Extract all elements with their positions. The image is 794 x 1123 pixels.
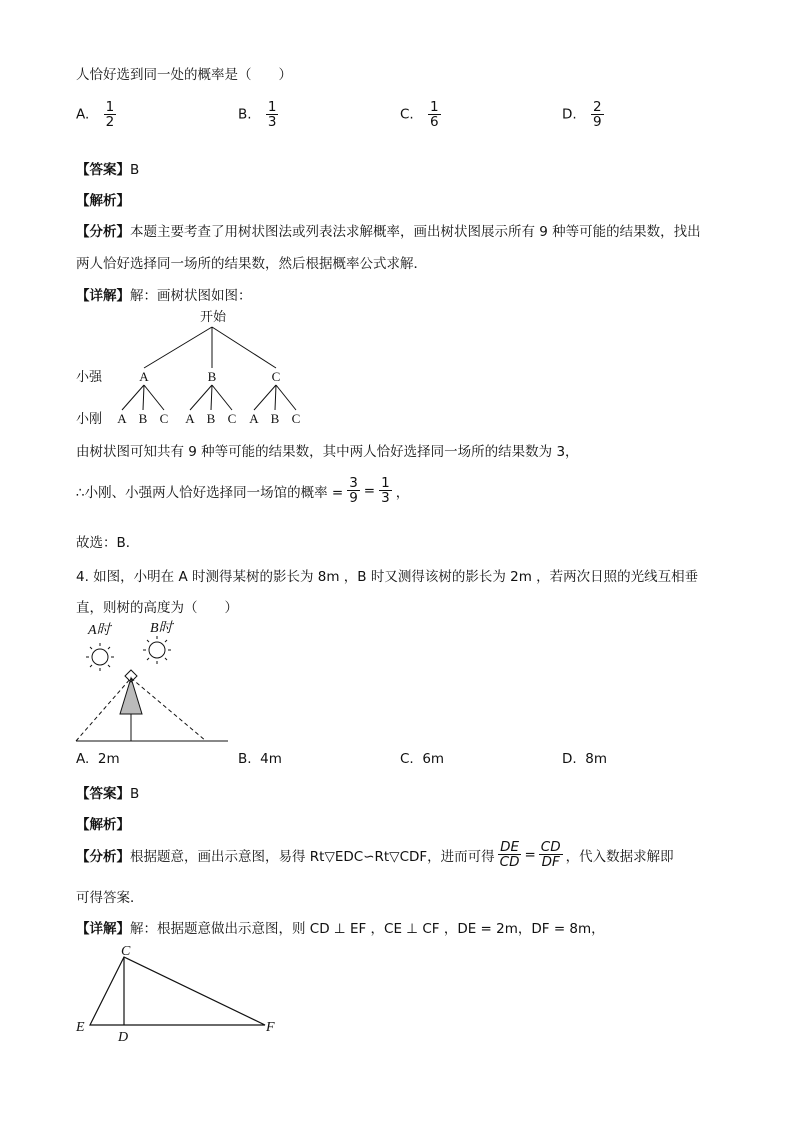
tree-row-label-xiaogang: 小刚 <box>76 411 103 426</box>
tree-node-l2: C <box>291 411 301 426</box>
tree-node-l2: B <box>270 411 280 426</box>
answer-value: B <box>130 162 140 178</box>
option-numerator: 1 <box>105 99 115 115</box>
prob-prefix: ∴小刚、小强两人恰好选择同一场馆的概率 = <box>76 484 344 501</box>
tree-node-l2: A <box>117 411 127 426</box>
q3-analysis-label: 【解析】 <box>76 193 130 209</box>
label-b-time: B时 <box>150 621 173 636</box>
vertex-e: E <box>76 1020 85 1035</box>
prob-frac2-den: 3 <box>381 490 390 507</box>
tree-root: 开始 <box>199 309 227 324</box>
tree-node-l1-c: C <box>271 369 281 384</box>
option-denominator: 6 <box>430 114 439 131</box>
fenxi-frac2-den: DF <box>541 854 560 871</box>
option-numerator: 2 <box>592 99 602 115</box>
q4-analysis-label: 【解析】 <box>76 817 130 833</box>
answer-label: 【答案】 <box>76 786 130 802</box>
fenxi-label: 【分析】 <box>76 848 130 865</box>
option-value: 4m <box>260 751 282 767</box>
fenxi-frac1-den: CD <box>499 854 520 871</box>
xiangjie-text: 解：画树状图如图： <box>130 288 252 304</box>
answer-label: 【答案】 <box>76 162 130 178</box>
option-letter: B. <box>238 751 252 767</box>
q4-fenxi-line2: 可得答案． <box>76 890 144 906</box>
option-letter: D. <box>562 106 577 123</box>
option-value: 2m <box>97 751 120 767</box>
fenxi-frac2-num: CD <box>540 839 561 855</box>
fenxi-text2: ，代入数据求解即 <box>565 848 674 865</box>
q4-stem-line1: 4. 如图，小明在 A 时测得某树的影长为 8m ，B 时又测得该树的影长为 2m ，若两次日照的光线互相垂 <box>76 569 699 585</box>
prob-frac2-num: 1 <box>381 475 390 491</box>
option-numerator: 1 <box>430 99 439 115</box>
option-value: 8m <box>585 751 608 767</box>
prob-eq: = <box>363 482 376 499</box>
label-a-time: A时 <box>88 623 111 638</box>
tree-node-l1-b: B <box>207 369 217 384</box>
vertex-d: D <box>118 1030 129 1045</box>
option-letter: A. <box>76 106 90 123</box>
tree-node-l2: A <box>249 411 259 426</box>
option-letter: C. <box>400 751 414 767</box>
q4-stem-line2: 直，则树的高度为（ ） <box>76 600 238 616</box>
prob-frac1-num: 3 <box>349 475 358 491</box>
triangle-cef <box>90 957 265 1025</box>
vertex-f: F <box>266 1020 275 1035</box>
tree-node-l2: B <box>206 411 216 426</box>
option-letter: D. <box>562 751 577 767</box>
tree-node-l2: C <box>227 411 237 426</box>
option-letter: B. <box>238 106 252 123</box>
xiangjie-label: 【详解】 <box>76 288 130 304</box>
vertex-c: C <box>121 944 131 959</box>
xiangjie-text: 解：根据题意做出示意图，则 CD ⊥ EF ，CE ⊥ CF ，DE = 2m，DF = 8m， <box>130 921 605 937</box>
option-letter: A. <box>76 751 90 767</box>
option-value: 6m <box>422 751 445 767</box>
fenxi-text1: 根据题意，画出示意图，易得 Rt▽EDC∽Rt▽CDF，进而可得 <box>130 848 495 865</box>
xiangjie-label: 【详解】 <box>76 921 130 937</box>
fenxi-text: 本题主要考查了用树状图法或列表法求解概率，画出树状图展示所有 9 种等可能的结果数，找出 <box>130 224 701 240</box>
fenxi-label: 【分析】 <box>76 224 130 240</box>
option-letter: C. <box>400 106 414 123</box>
option-denominator: 2 <box>105 114 115 131</box>
tree-node-l2: A <box>185 411 195 426</box>
tree-row-label-xiaoqiang: 小强 <box>76 369 103 384</box>
tree-node-l2: C <box>159 411 169 426</box>
prob-end: ， <box>395 484 410 501</box>
option-numerator: 1 <box>267 99 277 115</box>
prob-frac1-den: 9 <box>349 490 358 507</box>
q3-fenxi-line2: 两人恰好选择同一场所的结果数，然后根据概率公式求解． <box>76 256 427 272</box>
answer-value: B <box>130 786 140 802</box>
option-denominator: 9 <box>592 114 602 131</box>
fenxi-frac1-num: DE <box>500 839 520 855</box>
tree-node-l1-a: A <box>139 369 149 384</box>
q3-stem: 人恰好选到同一处的概率是（ ） <box>76 67 292 83</box>
q3-choose: 故选：B． <box>76 535 140 551</box>
fenxi-eq: = <box>524 846 536 863</box>
option-denominator: 3 <box>267 114 277 131</box>
tree-node-l2: B <box>138 411 148 426</box>
q3-result-line: 由树状图可知共有 9 种等可能的结果数，其中两人恰好选择同一场所的结果数为 3， <box>76 444 579 460</box>
